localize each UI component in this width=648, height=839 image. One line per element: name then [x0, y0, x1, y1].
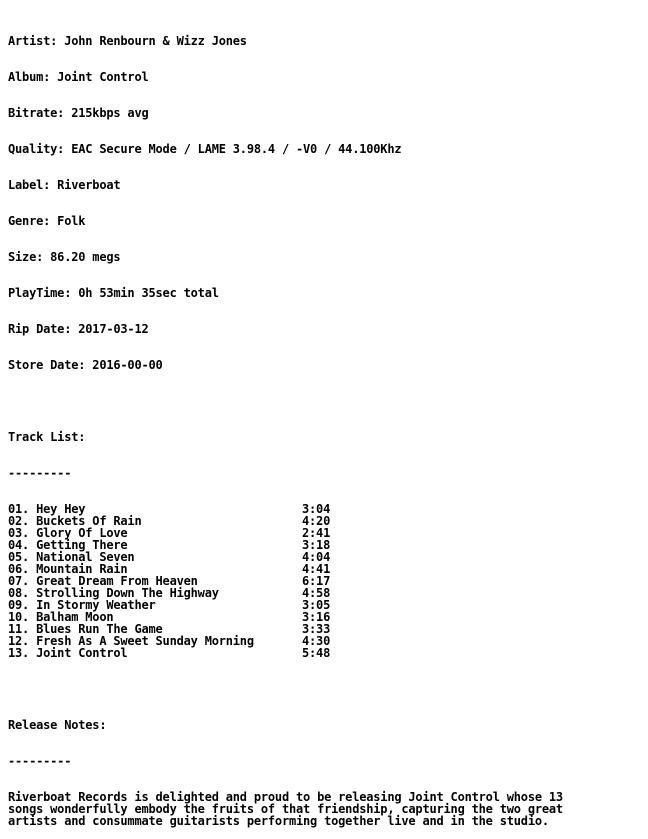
track-time: 6:17: [302, 574, 331, 588]
album-line: Album: Joint Control: [8, 70, 149, 84]
artist-line: Artist: John Renbourn & Wizz Jones: [8, 34, 247, 48]
track-time: 2:41: [302, 526, 331, 540]
release-notes-line: songs wonderfully embody the fruits of that friendship, capturing the two great: [8, 802, 563, 816]
spacer: [8, 395, 563, 407]
track-title: 09. In Stormy Weather: [8, 598, 156, 612]
track-title: 11. Blues Run The Game: [8, 622, 163, 636]
release-notes-line: Riverboat Records is delighted and proud to be releasing Joint Control whose 13: [8, 790, 563, 804]
quality-line: Quality: EAC Secure Mode / LAME 3.98.4 / -V0 / 44.100Khz: [8, 142, 402, 156]
track-title: 12. Fresh As A Sweet Sunday Morning: [8, 634, 254, 648]
release-notes-body: [8, 791, 563, 827]
genre-line: Genre: Folk: [8, 214, 86, 228]
track-title: 10. Balham Moon: [8, 610, 114, 624]
size-line: Size: 86.20 megs: [8, 250, 121, 264]
label-line: Label: Riverboat: [8, 178, 121, 192]
track-row: [8, 587, 563, 599]
track-title: 07. Great Dream From Heaven: [8, 574, 198, 588]
track-row: [8, 599, 563, 611]
track-time: 3:04: [302, 502, 331, 516]
track-row: [8, 575, 563, 587]
track-title: 01. Hey Hey: [8, 502, 86, 516]
track-list: [8, 503, 563, 659]
track-title: 06. Mountain Rain: [8, 562, 128, 576]
track-row: [8, 503, 563, 515]
track-time: 3:18: [302, 538, 331, 552]
track-time: 4:58: [302, 586, 331, 600]
track-row: [8, 563, 563, 575]
track-time: 3:05: [302, 598, 331, 612]
track-time: 3:16: [302, 610, 331, 624]
track-row: [8, 647, 563, 659]
release-notes-heading: Release Notes:: [8, 718, 107, 732]
tracklist-underline: ---------: [8, 466, 72, 480]
track-row: [8, 551, 563, 563]
release-notes-underline: ---------: [8, 754, 72, 768]
track-time: 4:04: [302, 550, 331, 564]
track-row: [8, 515, 563, 527]
track-title: 08. Strolling Down The Highway: [8, 586, 219, 600]
track-time: 4:41: [302, 562, 331, 576]
track-time: 4:30: [302, 634, 331, 648]
spacer: [8, 683, 563, 695]
track-row: [8, 635, 563, 647]
track-row: [8, 527, 563, 539]
track-time: 5:48: [302, 646, 331, 660]
track-title: 05. National Seven: [8, 550, 135, 564]
rip-date-line: Rip Date: 2017-03-12: [8, 322, 149, 336]
release-notes-line: artists and consummate guitarists performing together live and in the studio.: [8, 814, 549, 828]
track-time: 3:33: [302, 622, 331, 636]
playtime-line: PlayTime: 0h 53min 35sec total: [8, 286, 219, 300]
track-time: 4:20: [302, 514, 331, 528]
track-title: 04. Getting There: [8, 538, 128, 552]
track-title: 03. Glory Of Love: [8, 526, 128, 540]
store-date-line: Store Date: 2016-00-00: [8, 358, 163, 372]
release-info-document: [8, 11, 563, 839]
track-row: [8, 611, 563, 623]
tracklist-heading: Track List:: [8, 430, 86, 444]
track-title: 13. Joint Control: [8, 646, 128, 660]
track-row: [8, 539, 563, 551]
track-title: 02. Buckets Of Rain: [8, 514, 142, 528]
bitrate-line: Bitrate: 215kbps avg: [8, 106, 149, 120]
track-row: [8, 623, 563, 635]
